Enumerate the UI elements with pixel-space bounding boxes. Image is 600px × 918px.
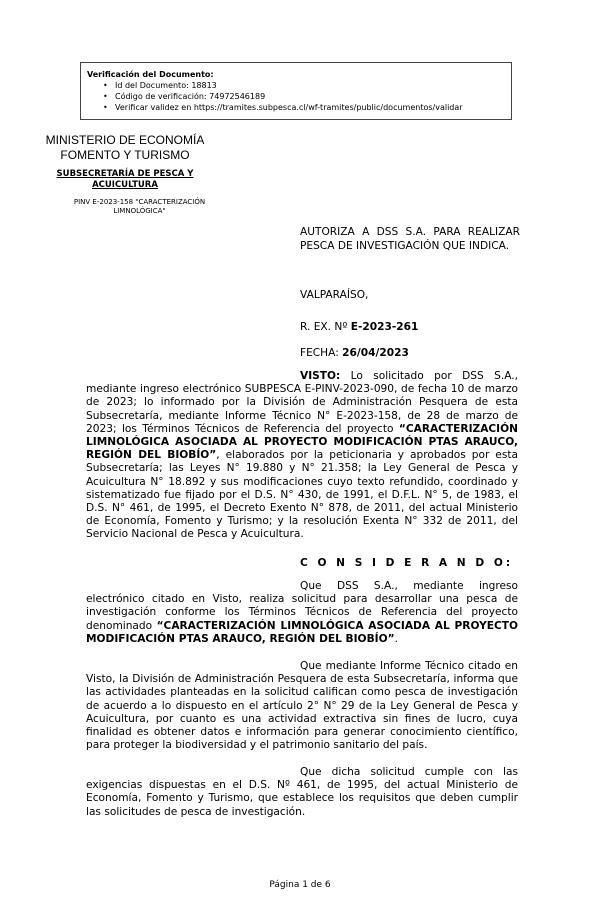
considerando-paragraph-2: Que mediante Informe Técnico citado en Visto, la División de Administración Pesquera de esta Subsecretaría, informa que las actividades planteadas en la solicitud califican como pesca de investigación de acuerdo a lo dispuesto en el artículo 2° N° 29 de la Ley General de Pesca y Acuicultura, por cuanto es una actividad extractiva sin fines de lucro, cuya finalidad es obtener datos e información para generar conocimiento científico, para proteger la biodiversidad y el patrimonio sanitario del país. bbox=[86, 660, 518, 752]
visto-paragraph bbox=[86, 370, 518, 542]
page-number: Página 1 de 6 bbox=[269, 880, 331, 890]
resolution-date bbox=[300, 346, 520, 360]
verification-list bbox=[87, 80, 511, 113]
p1-text: Que DSS S.A., mediante ingreso electrónico citado en Visto, realiza solicitud para desarrollar una pesca de investigación conforme los Términos Técnicos de Referencia del proyecto denominado bbox=[86, 580, 518, 632]
visto-label: VISTO: bbox=[300, 370, 341, 382]
considerando-paragraph-1 bbox=[86, 580, 518, 646]
date-value: 26/04/2023 bbox=[342, 347, 409, 359]
ministry-line-1: MINISTERIO DE ECONOMÍA bbox=[45, 133, 205, 147]
verification-code: • Código de verificación: 74972546189 bbox=[87, 91, 511, 102]
verification-url[interactable]: • Verificar validez en https://tramites.subpesca.cl/wf-tramites/public/documentos/validar bbox=[87, 102, 511, 113]
subsecretaria: SUBSECRETARÍA DE PESCA Y ACUICULTURA bbox=[56, 169, 194, 190]
verification-box bbox=[80, 62, 512, 120]
document-reference: PINV E-2023-158 "CARACTERIZACIÓN LIMNOLÓGICA" bbox=[73, 198, 206, 215]
date-label: FECHA: bbox=[300, 347, 339, 359]
ministry-line-2: FOMENTO Y TURISMO bbox=[60, 148, 190, 162]
considerando-title: C O N S I D E R A N D O: bbox=[300, 557, 514, 569]
verification-title: Verificación del Documento: bbox=[87, 70, 214, 79]
resolution-place: VALPARAÍSO, bbox=[300, 289, 369, 301]
considerando-paragraph-3: Que dicha solicitud cumple con las exigencias dispuestas en el D.S. Nº 461, de 1995, del actual Ministerio de Economía, Fomento y Turismo, que establece los requisitos que deben cumplir las solicitudes de pesca de investigación. bbox=[86, 766, 518, 818]
resolution-number bbox=[300, 320, 520, 334]
rex-label: R. EX. Nº bbox=[300, 321, 348, 333]
resolution-subject: AUTORIZA A DSS S.A. PARA REALIZAR PESCA DE INVESTIGACIÓN QUE INDICA. bbox=[300, 226, 520, 252]
visto-text-1: Lo solicitado por DSS S.A., mediante ingreso electrónico SUBPESCA E-PINV-2023-090, de fecha 10 de marzo de 2023; lo informado por la División de Administración Pesquera de esta Subsecretaría, mediante Informe Técnico N° E-2023-158, de 28 de marzo de 2023; los Términos Técnicos de Referencia del proyecto bbox=[86, 370, 518, 435]
document-id: • Id del Documento: 18813 bbox=[87, 80, 511, 91]
visto-project: “CARACTERIZACIÓN LIMNOLÓGICA ASOCIADA AL PROYECTO MODIFICACIÓN PTAS ARAUCO, REGIÓN DEL BIOBÍO” bbox=[86, 422, 518, 462]
visto-text-2: , elaborados por la peticionaria y aprobados por esta Subsecretaría; las Leyes N° 19.880 y N° 21.358; la Ley General de Pesca y Acuicultura N° 18.892 y sus modificaciones cuyo texto refundido, coordinado y sistematizado fue fijado por el D.S. N° 430, de 1991, el D.F.L. N° 5, de 1983, el D.S. N° 461, de 1995, el Decreto Exento N° 878, de 2011, del actual Ministerio de Economía, Fomento y Turismo; y la resolución Exenta N° 332 de 2011, del Servicio Nacional de Pesca y Acuicultura. bbox=[86, 449, 518, 541]
p1-project: “CARACTERIZACIÓN LIMNOLÓGICA ASOCIADA AL PROYECTO MODIFICACIÓN PTAS ARAUCO, REGIÓN DEL BIOBÍO” bbox=[86, 619, 518, 645]
ministry-name bbox=[40, 133, 210, 163]
rex-number: E-2023-261 bbox=[350, 321, 419, 333]
p1-end: . bbox=[394, 632, 398, 645]
